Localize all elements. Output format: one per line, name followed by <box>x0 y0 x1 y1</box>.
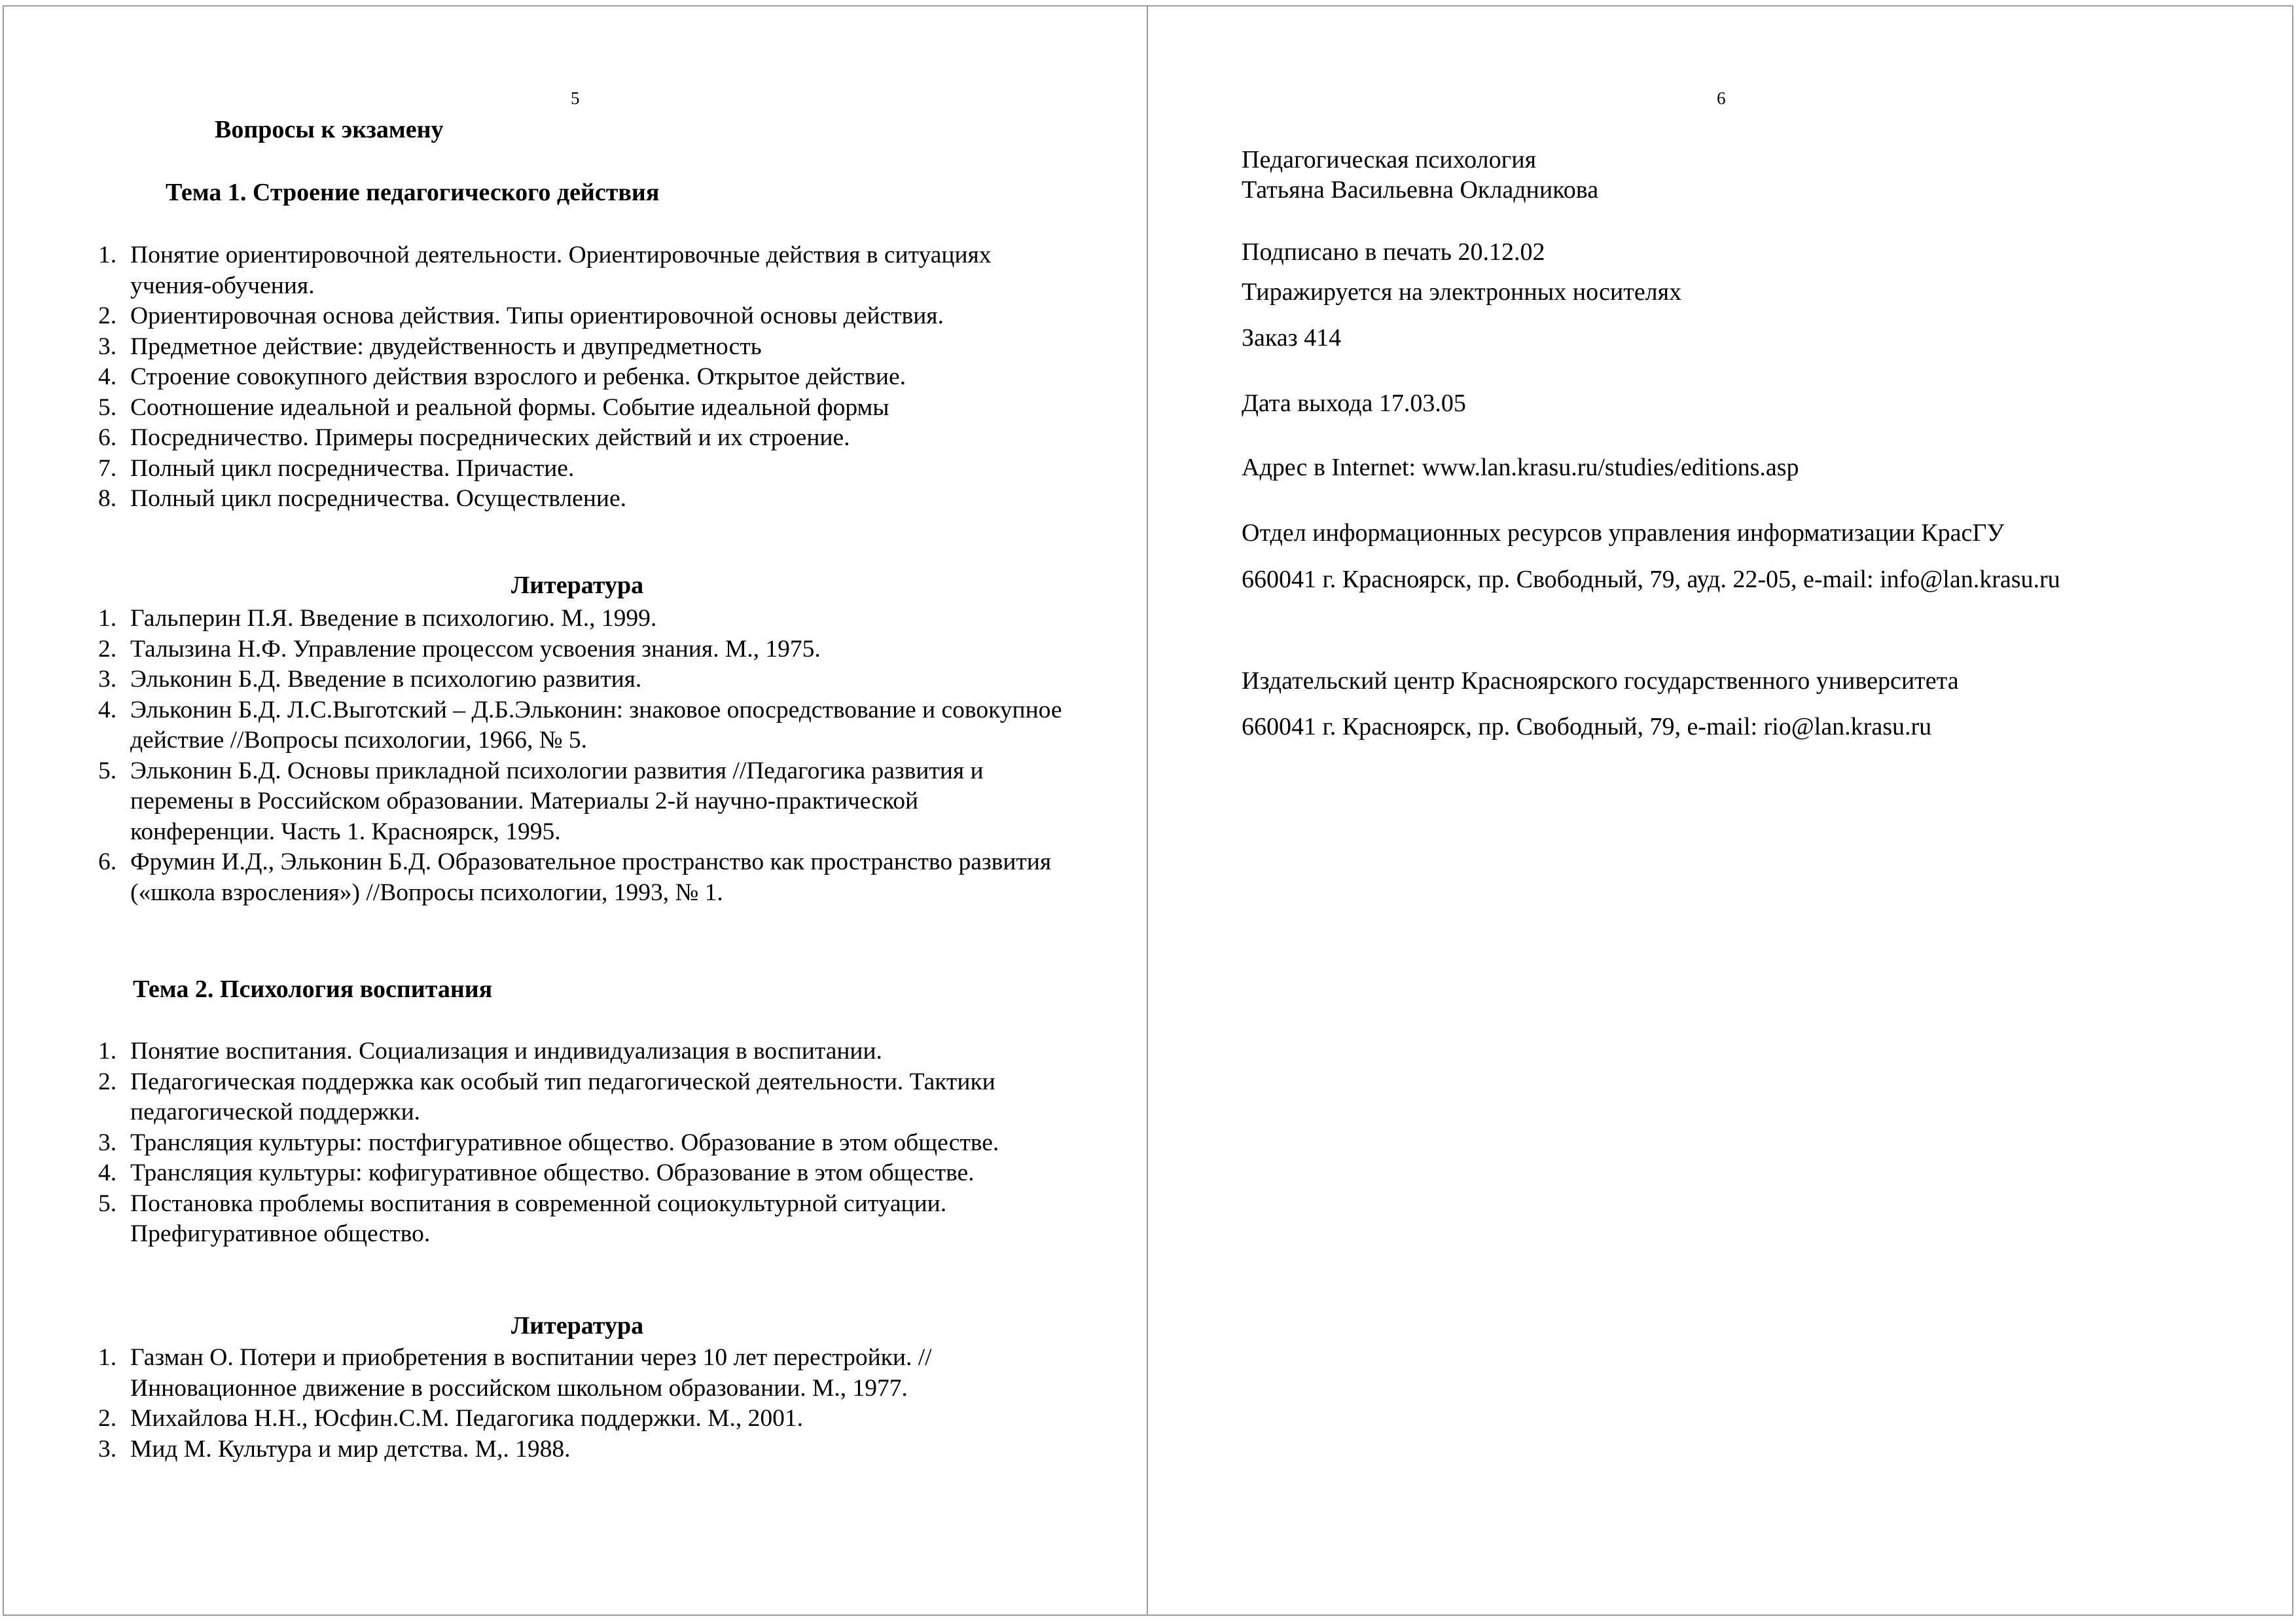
page-number: 5 <box>571 88 580 108</box>
list-item: 3. Мид М. Культура и мир детства. М,. 1988. <box>98 1435 571 1463</box>
list-item: 3. Предметное действие: двудейственность и двупредметность <box>98 333 762 360</box>
list-item: 1. Гальперин П.Я. Введение в психологию. М., 1999. <box>98 605 657 632</box>
topic2-literature-list <box>98 1343 1067 1465</box>
order-number: Заказ 414 <box>1242 324 1342 352</box>
list-item: 4. Эльконин Б.Д. Л.С.Выготский – Д.Б.Эльконин: знаковое опосредствование и совокупное действие //Вопросы психологии, 1966, № 5. <box>98 696 1062 754</box>
list-item: 7. Полный цикл посредничества. Причастие. <box>98 454 575 482</box>
list-item: 8. Полный цикл посредничества. Осуществление. <box>98 485 626 512</box>
literature-title-2: Литература <box>511 1312 644 1340</box>
list-item: 2. Педагогическая поддержка как особый тип педагогической деятельности. Тактики педагогической поддержки. <box>98 1068 996 1125</box>
list-item: 5. Эльконин Б.Д. Основы прикладной психологии развития //Педагогика развития и перемены в Российском образовании. Материалы 2-й научно-практической конференции. Часть 1. Красноярск, 1995. <box>98 757 984 845</box>
list-item: 5. Соотношение идеальной и реальной формы. Событие идеальной формы <box>98 393 889 421</box>
topic1-questions-list <box>98 240 1067 515</box>
internet-address: Адрес в Internet: www.lan.krasu.ru/studies/editions.asp <box>1242 454 1799 481</box>
department-address: 660041 г. Красноярск, пр. Свободный, 79, ауд. 22-05, e-mail: info@lan.krasu.ru <box>1242 566 2060 593</box>
topic2-title: Тема 2. Психология воспитания <box>133 976 493 1003</box>
course-title: Педагогическая психология <box>1242 146 1537 173</box>
list-item: 2. Ориентировочная основа действия. Типы ориентировочной основы действия. <box>98 302 944 329</box>
publisher-name: Издательский центр Красноярского государственного университета <box>1242 667 1959 695</box>
topic1-title: Тема 1. Строение педагогического действия <box>166 179 660 206</box>
list-item: 1. Понятие воспитания. Социализация и индивидуализация в воспитании. <box>98 1038 882 1065</box>
list-item: 5. Постановка проблемы воспитания в современной социокультурной ситуации. Префигуративное общество. <box>98 1190 947 1247</box>
list-item: 2. Михайлова Н.Н., Юсфин.С.М. Педагогика поддержки. М., 2001. <box>98 1405 804 1432</box>
department-name: Отдел информационных ресурсов управления информатизации КрасГУ <box>1242 519 2005 547</box>
release-date: Дата выхода 17.03.05 <box>1242 390 1466 417</box>
list-item: 1. Понятие ориентировочной деятельности. Ориентировочные действия в ситуациях учения-обучения. <box>98 242 992 299</box>
exam-title: Вопросы к экзамену <box>215 116 444 143</box>
list-item: 4. Строение совокупного действия взрослого и ребенка. Открытое действие. <box>98 363 906 390</box>
topic1-literature-list <box>98 604 1067 908</box>
literature-title-1: Литература <box>511 572 644 599</box>
author: Татьяна Васильевна Окладникова <box>1242 176 1599 204</box>
replication-note: Тиражируется на электронных носителях <box>1242 278 1682 306</box>
list-item: 4. Трансляция культуры: кофигуративное общество. Образование в этом обществе. <box>98 1159 975 1186</box>
list-item: 6. Фрумин И.Д., Эльконин Б.Д. Образовательное пространство как пространство развития («школа взросления») //Вопросы психологии, 1993, № 1. <box>98 848 1052 906</box>
list-item: 3. Трансляция культуры: постфигуративное общество. Образование в этом обществе. <box>98 1129 999 1156</box>
list-item: 6. Посредничество. Примеры посреднических действий и их строение. <box>98 424 850 451</box>
list-item: 1. Газман О. Потери и приобретения в воспитании через 10 лет перестройки. //Инновационное движение в российском школьном образовании. М., 1977. <box>98 1344 932 1402</box>
left-page <box>3 5 1149 1616</box>
signed-date: Подписано в печать 20.12.02 <box>1242 238 1545 266</box>
right-page <box>1147 5 2293 1616</box>
list-item: 3. Эльконин Б.Д. Введение в психологию развития. <box>98 666 642 693</box>
page-number: 6 <box>1717 88 1726 108</box>
publisher-address: 660041 г. Красноярск, пр. Свободный, 79, e-mail: rio@lan.krasu.ru <box>1242 713 1932 740</box>
topic2-questions-list <box>98 1036 1067 1250</box>
list-item: 2. Талызина Н.Ф. Управление процессом усвоения знания. М., 1975. <box>98 635 821 663</box>
